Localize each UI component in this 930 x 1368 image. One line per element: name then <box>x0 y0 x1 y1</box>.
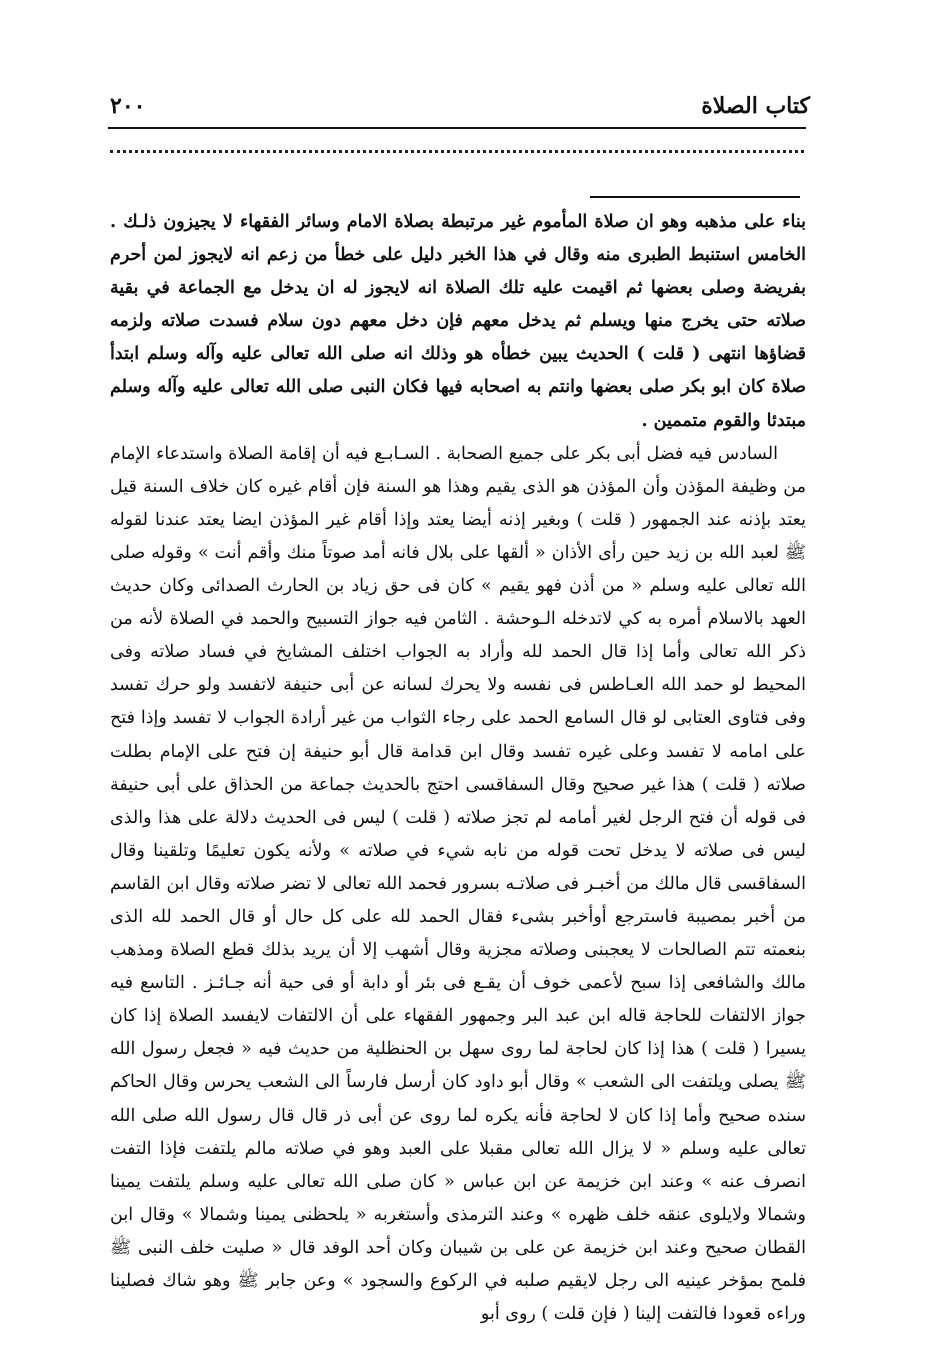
running-head <box>110 88 810 124</box>
paragraph-commentary: بناء على مذهبه وهو ان صلاة المأموم غير مرتبطة بصلاة الامام وسائر الفقهاء لا يجيزون ذلـك . الخامس استنبط الطبرى منه وقال في هذا الخبر دليل على خطأ من زعم انه لايجوز لمن أحرم بفريضة وصلى بعضها ثم اقيمت عليه تلك الصلاة انه لايجوز له ان يدخل مع الجماعة في بقية صلاته حتى يخرج منها ويسلم ثم يدخل معهم فإن دخل معهم دون سلام فسدت صلاته ولزمه قضاؤها انتهى ( قلت ) الحديث يبين خطأه هو وذلك انه صلى الله تعالى عليه وآله وسلم ابتدأ صلاة كان ابو بكر صلى بعضها وانتم به اصحابه فيها فكان النبى صلى الله تعالى عليه وآله وسلم مبتدئا والقوم متممين . <box>110 212 806 431</box>
page-number: ٢٠٠ <box>110 93 146 119</box>
page-title: كتاب الصلاة <box>701 93 810 119</box>
short-separator-rule <box>590 196 800 198</box>
body-text <box>110 206 806 1331</box>
dotted-separator <box>110 150 804 163</box>
header-rule <box>108 127 806 129</box>
paragraph-main: السادس فيه فضل أبى بكر على جميع الصحابة . السـابـع فيه أن إقامة الصلاة واستدعاء الإمام من وظيفة المؤذن وأن المؤذن هو الذى يقيم وهذا هو السنة فإن أقام غيره كان خلاف السنة قيل يعتد بإذنه عند الجمهور ( قلت ) وبغير إذنه أيضا يعتد وإذا أقام غير المؤذن ايضا يعتد عندنا لقوله ﷺ لعبد الله بن زيد حين رأى الأذان « ألقها على بلال فانه أمد صوتاً منك وأقم أنت » وقوله صلى الله تعالى عليه وسلم « من أذن فهو يقيم » كان فى حق زياد بن الحارث الصدائى وكان حديث العهد بالاسلام أمره به كي لاتدخله الـوحشة . الثامن فيه جواز التسبيح والحمد في الصلاة لأنه من ذكر الله تعالى وأما إذا قال الحمد لله وأراد به الجواب اختلف المشايخ في فساد صلاته وفى المحيط لو حمد الله العـاطس فى نفسه ولا يحرك لسانه عن أبى حنيفة لاتفسد ولو حرك تفسد وفى فتاوى العتابى لو قال السامع الحمد على رجاء الثواب من غير أرادة الجواب لا تفسد وإذا فتح على امامه لا تفسد وعلى غيره تفسد وقال ابن قدامة قال أبو حنيفة إن فتح على الإمام بطلت صلاته ( قلت ) هذا غير صحيح وقال السفاقسى احتج بالحديث جماعة من الحذاق على أبى حنيفة فى قوله أن فتح الرجل لغير أمامه لم تجز صلاته ( قلت ) ليس فى الحديث دلالة على هذا والذى ليس فى صلاته لا يدخل تحت قوله من نابه شيء في صلاته » ولأنه يكون تعليمًا وتلقينا وقال السفاقسى قال مالك من أخبـر فى صلاتـه بسرور فحمد الله تعالى لا تضر صلاته وقال ابن القاسم من أخبر بمصيبة فاسترجع أوأخبر بشىء فقال الحمد لله على كل حال أو قال الحمد لله الذى بنعمته تتم الصالحات لا يعجبنى وصلاته مجزية وقال أشهب إلا أن يريد بذلك قطع الصلاة ومذهب مالك والشافعى إذا سبح لأعمى خوف أن يقـع فى بئر أو دابة أو فى حية أنه جـائـز . التاسع فيه جواز الالتفات للحاجة قاله ابن عبد البر وجمهور الفقهاء على أن الالتفات لايفسد الصلاة إذا كان يسيرا ( قلت ) هذا إذا كان لحاجة لما روى سهل بن الحنظلية من حديث فيه « فجعل رسول الله ﷺ يصلى ويلتفت الى الشعب » وقال أبو داود كان أرسل فارساً الى الشعب يحرس وقال الحاكم سنده صحيح وأما إذا كان لا لحاجة فأنه يكره لما روى عن أبى ذر قال قال رسول الله صلى الله تعالى عليه وسلم « لا يزال الله تعالى مقبلا على العبد وهو في صلاته مالم يلتفت فإذا التفت انصرف عنه » وعند ابن خزيمة عن ابن عباس « كان صلى الله تعالى عليه وسلم يلتفت يمينا وشمالا ولايلوى عنقه خلف ظهره » وعند الترمذى وأستغربه « يلحظنى يمينا وشمالا » وقال ابن القطان صحيح وعند ابن خزيمة عن على بن شيبان وكان أحد الوفد قال « صليت خلف النبى ﷺ فلمح بمؤخر عينيه الى رجل لايقيم صلبه في الركوع والسجود » وعن جابر ﷺ وهو شاك فصلينا وراءه قعودا فالتفت إلينا ( فإن قلت ) روى أبو <box>110 443 806 1325</box>
